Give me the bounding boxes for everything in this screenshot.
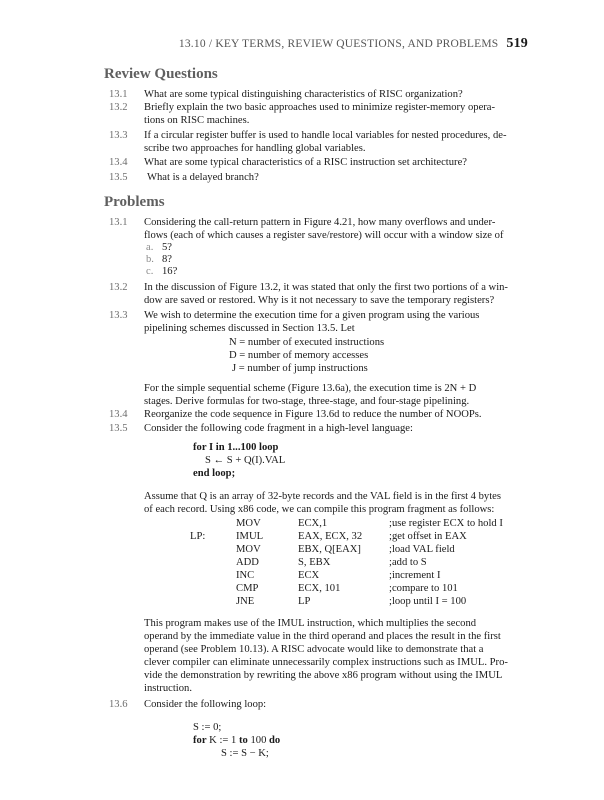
- asm-comment: ;increment I: [389, 570, 441, 581]
- problem-text: vide the demonstration by rewriting the above x86 program without using the IMUL: [144, 670, 503, 681]
- question-text: tions on RISC machines.: [144, 115, 250, 126]
- problem-text: instruction.: [144, 683, 192, 694]
- sub-label: a.: [146, 242, 154, 253]
- problem-text: Consider the following loop:: [144, 699, 267, 710]
- asm-op: MOV: [236, 544, 261, 555]
- asm-op: IMUL: [236, 531, 264, 542]
- keyword: do: [269, 735, 281, 746]
- code-body-line: S ← S + Q(I).VAL: [205, 455, 286, 466]
- code-end-line: end loop;: [193, 468, 236, 479]
- problem-text: clever compiler can eliminate unnecessarily complex instructions such as IMUL. Pro-: [144, 657, 508, 668]
- problem-text: of each record. Using x86 code, we can compile this program fragment as follows:: [144, 504, 495, 515]
- definition-line: J = number of jump instructions: [232, 363, 368, 374]
- problem-text: stages. Derive formulas for two-stage, three-stage, and four-stage pipelining.: [144, 396, 470, 407]
- page-number: 519: [506, 36, 528, 51]
- problem-text: This program makes use of the IMUL instruction, which multiplies the second: [144, 618, 477, 629]
- keyword: for: [193, 735, 207, 746]
- question-number: 13.3: [109, 130, 128, 141]
- definition-line: N = number of executed instructions: [229, 337, 385, 348]
- asm-comment: ;load VAL field: [389, 544, 455, 555]
- problem-text: pipelining schemes discussed in Section 13.5. Let: [144, 323, 355, 334]
- running-title: 13.10 / KEY TERMS, REVIEW QUESTIONS, AND PROBLEMS: [178, 38, 499, 50]
- review-questions-heading: Review Questions: [104, 66, 218, 82]
- sub-item: 5?: [162, 242, 172, 253]
- problem-text: In the discussion of Figure 13.2, it was stated that only the first two portions of a win-: [144, 282, 508, 293]
- asm-args: ECX, 101: [298, 583, 341, 594]
- asm-comment: ;compare to 101: [389, 583, 458, 594]
- problem-text: Consider the following code fragment in a high-level language:: [144, 423, 413, 434]
- sub-label: c.: [146, 266, 154, 277]
- question-text: What are some typical distinguishing characteristics of RISC organization?: [144, 89, 463, 100]
- asm-op: INC: [236, 570, 255, 581]
- problem-text: Assume that Q is an array of 32-byte records and the VAL field is in the first 4 bytes: [144, 491, 501, 502]
- asm-op: MOV: [236, 518, 261, 529]
- problem-text: dow are saved or restored. Why is it not necessary to save the temporary registers?: [144, 295, 495, 306]
- question-text: Briefly explain the two basic approaches used to minimize register-memory opera-: [144, 102, 496, 113]
- problem-number: 13.6: [109, 699, 128, 710]
- asm-op: CMP: [236, 583, 259, 594]
- problem-text: For the simple sequential scheme (Figure 13.6a), the execution time is 2N + D: [144, 383, 477, 394]
- problem-text: We wish to determine the execution time for a given program using the various: [144, 310, 480, 321]
- problem-text: Reorganize the code sequence in Figure 13.6d to reduce the number of NOOPs.: [144, 409, 482, 420]
- keyword: to: [239, 735, 248, 746]
- asm-comment: ;get offset in EAX: [389, 531, 467, 542]
- asm-comment: ;use register ECX to hold I: [389, 518, 503, 529]
- sub-item: 8?: [162, 254, 172, 265]
- problem-number: 13.1: [109, 217, 128, 228]
- question-text: What is a delayed branch?: [147, 172, 259, 183]
- problem-text: flows (each of which causes a register save/restore) will occur with a window size of: [144, 230, 504, 241]
- asm-args: EBX, Q[EAX]: [298, 544, 361, 555]
- problem-number: 13.4: [109, 409, 128, 420]
- asm-comment: ;add to S: [389, 557, 427, 568]
- sub-item: 16?: [162, 266, 178, 277]
- problem-text: Considering the call-return pattern in Figure 4.21, how many overflows and under-: [144, 217, 496, 228]
- question-text: scribe two approaches for handling global variables.: [144, 143, 366, 154]
- asm-comment: ;loop until I = 100: [389, 596, 467, 607]
- problem-text: operand by the immediate value in the third operand and places the result in the first: [144, 631, 501, 642]
- asm-op: JNE: [236, 596, 255, 607]
- sub-label: b.: [146, 254, 154, 265]
- asm-op: ADD: [236, 557, 259, 568]
- code-line: for K := 1 to 100 do: [193, 735, 281, 746]
- definition-line: D = number of memory accesses: [229, 350, 369, 361]
- code-line: S := S − K;: [221, 748, 269, 759]
- running-header: [179, 36, 528, 52]
- problem-number: 13.2: [109, 282, 128, 293]
- code-for-line: for I in 1...100 loop: [193, 442, 279, 453]
- code-line: S := 0;: [193, 722, 222, 733]
- asm-label: LP:: [190, 531, 206, 542]
- question-text: What are some typical characteristics of a RISC instruction set architecture?: [144, 157, 467, 168]
- problems-heading: Problems: [104, 194, 165, 210]
- question-number: 13.5: [109, 172, 128, 183]
- problem-number: 13.3: [109, 310, 128, 321]
- problem-text: operand (see Problem 10.13). A RISC advocate would like to demonstrate that a: [144, 644, 484, 655]
- asm-args: EAX, ECX, 32: [298, 531, 363, 542]
- asm-args: ECX: [298, 570, 320, 581]
- question-number: 13.2: [109, 102, 128, 113]
- question-number: 13.4: [109, 157, 128, 168]
- question-text: If a circular register buffer is used to handle local variables for nested procedures, de-: [144, 130, 507, 141]
- asm-args: S, EBX: [298, 557, 331, 568]
- asm-args: ECX,1: [298, 518, 328, 529]
- problem-number: 13.5: [109, 423, 128, 434]
- question-number: 13.1: [109, 89, 128, 100]
- asm-args: LP: [298, 596, 311, 607]
